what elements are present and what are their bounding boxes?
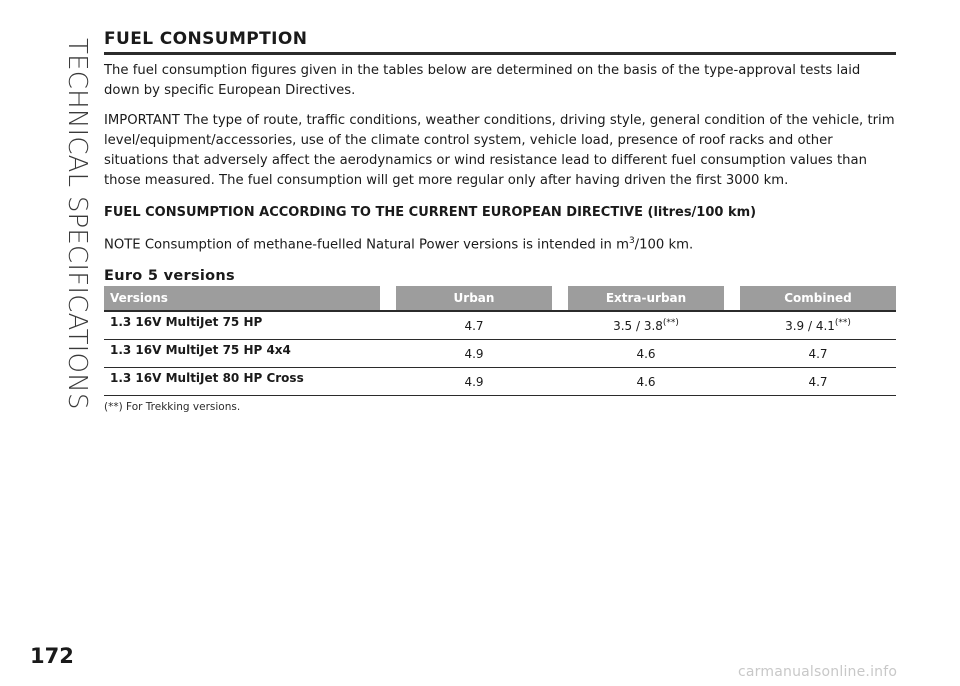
trekking-footnote-mark: (**) (834, 318, 851, 329)
extra-urban-cell (568, 312, 724, 340)
euro5-table-title: Euro 5 versions (104, 268, 235, 285)
header-extra-urban: Extra-urban (568, 286, 724, 312)
version-cell: 1.3 16V MultiJet 80 HP Cross (104, 368, 380, 396)
combined-value: 3.9 / 4.1 (785, 319, 835, 334)
table-row (104, 312, 896, 340)
version-cell: 1.3 16V MultiJet 75 HP 4x4 (104, 340, 380, 368)
header-combined: Combined (740, 286, 896, 312)
table-header-row (104, 286, 896, 312)
version-cell: 1.3 16V MultiJet 75 HP (104, 312, 380, 340)
note-text: NOTE Consumption of methane-fuelled Natural Power versions is intended in m (104, 237, 629, 253)
extra-urban-cell: 4.6 (568, 340, 724, 368)
header-versions: Versions (104, 286, 380, 312)
page-content (104, 28, 896, 414)
intro-paragraph: The fuel consumption figures given in the tables below are determined on the basis of the type-approval tests laid down by specific European Directives. (104, 63, 861, 98)
site-watermark: carmanualsonline.info (738, 664, 898, 680)
urban-cell: 4.7 (396, 312, 552, 340)
combined-cell: 4.7 (740, 340, 896, 368)
note-superscript: 3 (628, 236, 635, 246)
trekking-footnote-mark: (**) (662, 318, 679, 329)
extra-urban-value: 3.5 / 3.8 (613, 319, 663, 334)
section-title: FUEL CONSUMPTION (104, 28, 896, 55)
urban-cell: 4.9 (396, 340, 552, 368)
table-footnote: (**) For Trekking versions. (104, 401, 241, 414)
page-number: 172 (30, 644, 74, 668)
methane-note (104, 231, 896, 255)
directive-subheading: FUEL CONSUMPTION ACCORDING TO THE CURRENT EUROPEAN DIRECTIVE (litres/100 km) (104, 205, 757, 220)
note-unit: /100 km. (634, 237, 694, 253)
table-row (104, 340, 896, 368)
fuel-consumption-table (104, 286, 896, 396)
urban-cell: 4.9 (396, 368, 552, 396)
important-paragraph: IMPORTANT The type of route, traffic conditions, weather conditions, driving style, general condition of the vehicle, trim level/equipment/accessories, use of the climate control system, vehicle load, presence of roof racks and other situations that adversely affect the aerodynamics or wind resistance lead to different fuel consumption values than those measured. The fuel consumption will get more regular only after having driven the first 3000 km. (104, 113, 895, 188)
table-row (104, 368, 896, 396)
combined-cell (740, 312, 896, 340)
combined-cell: 4.7 (740, 368, 896, 396)
chapter-side-title: TECHNICAL SPECIFICATIONS (62, 38, 92, 410)
extra-urban-cell: 4.6 (568, 368, 724, 396)
header-urban: Urban (396, 286, 552, 312)
